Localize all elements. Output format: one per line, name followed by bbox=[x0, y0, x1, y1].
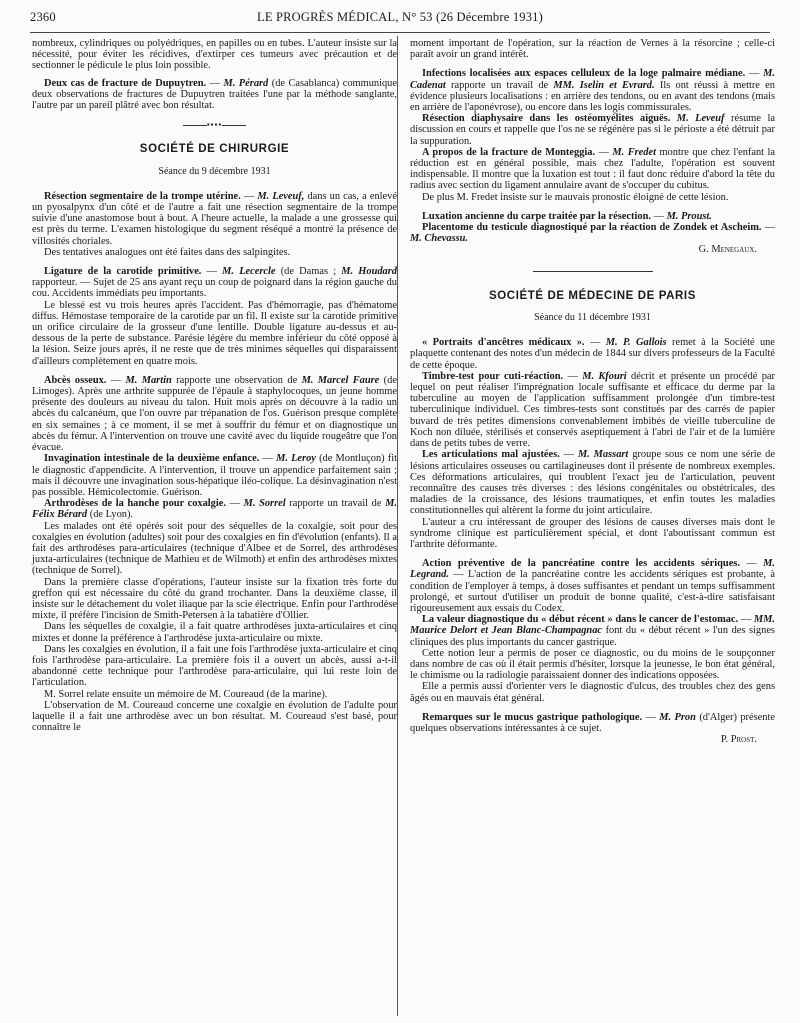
article-monteggia: A propos de la fracture de Monteggia. — M. Fredet montre que chez l'enfant la réduction est en général possible, mais chez l'adulte, l'opération est souvent indispensable. Il montre que la luxation est tout : il faut donc réduire d'abord la tête du radius avec section du ligament annulaire avant de s'occuper du cubitus. bbox=[410, 146, 776, 192]
article-title: A propos de la fracture de Monteggia. bbox=[422, 146, 596, 158]
author-name: M. Kfouri bbox=[582, 370, 627, 382]
section-title: SOCIÉTÉ DE CHIRURGIE bbox=[139, 143, 290, 156]
article-luxation: Luxation ancienne du carpe traitée par la résection. — M. Proust. bbox=[422, 210, 712, 222]
author-name: M. Houdard bbox=[341, 266, 397, 278]
section-title: SOCIÉTÉ DE MÉDECINE DE PARIS bbox=[488, 289, 696, 302]
article-body: montre que chez l'enfant la réduction est en général possible, mais chez l'adulte, l'opération est souvent indispensable. Il montre que la luxation est tout : il faut donc réduire d'abord la tête du radius avec section du ligament annulaire avant de s'occuper du cubitus. bbox=[410, 146, 776, 192]
article-body: groupe sous ce nom une série de lésions articulaires osseuses ou cartilagineuses dont il présente de nombreux exemples. Ces déformations articulaires, qui troublent l'exact jeu de l'articulation, peuvent reconnaître des causes très diverses : des lésions congénitales ou obstétricales, des maladies de la croissance, des lésions traumatiques, et enfin toutes les maladies constitutionnelles qui altèrent la forme du joint articulaire. bbox=[410, 449, 775, 517]
article-title: Placentome du testicule diagnostiqué par la réaction de Zondek et Ascheim. bbox=[422, 222, 762, 234]
running-head bbox=[30, 10, 770, 30]
continued-text: nombreux, cylindriques ou polyédriques, en papilles ou en tubes. L'auteur insiste sur la nécessité, pour éviter les récidives, d'extirper ces tumeurs avec précaution et de sectionner le pédicule le plus loin possible. bbox=[32, 38, 397, 72]
article-body: dans un cas, a enlevé un pyosalpynx d'un côté et de l'autre a fait une résection segmentaire de la trompe suivie d'une anastomose bout à bout. A l'heure actuelle, la malade a une grossesse qui est près du terme. L'examen histologique du segment réséqué a montré la présence de villosités choriales. bbox=[32, 190, 397, 247]
article-body: Le blessé est vu trois heures après l'accident. Pas d'hémorragie, pas d'hématome diffus. Hémostase temporaire de la carotide par un fil. Il existe sur la carotide primitive un orifice circulaire de la grosseur d'une lentille. Double ligature au-dessus et au-dessous de la perte de substance. Parésie légère du membre inférieur du côté opposé à la lésion. Seize jours après, il ne reste que de très minimes séquelles qui disparaissent d'ailleurs complètement en quatre mois. bbox=[32, 299, 397, 367]
article-body: Elle a permis aussi d'orienter vers le diagnostic d'ulcus, des troubles chez des gens âgés ou en mauvais état général. bbox=[410, 681, 775, 704]
article-infections: Infections localisées aux espaces celluleux de la loge palmaire médiane. — M. Cadenat rapporte un travail de MM. Iselin et Evrard. Ils ont réussi à mettre en évidence plusieurs localisations : en arrière des tendons, ou en avant des tendons (mais en arrière de l'aponévrose), ou encore dans les logis commissurales. bbox=[410, 68, 775, 114]
article-body: De plus M. Fredet insiste sur le mauvais pronostic éloigné de cette lésion. bbox=[422, 191, 729, 203]
author-name: M. Lecercle bbox=[222, 266, 276, 278]
author-name: M. Leveuf, bbox=[257, 190, 305, 202]
article-title: Deux cas de fracture de Dupuytren. bbox=[44, 77, 207, 89]
article-body: décrit et présente un procédé par lequel on peut réaliser l'imprégnation locale suffisante et efficace du derme par la tuberculine au moyen de l'application suffisamment prolongée d'un timbre-test tuberculinique individuel. Ces timbres-tests sont constitués par des carrés de papier buvard de très petites dimensions convenablement imbibés de vieille tuberculine de Koch non diluée, stérilisés et conservés aseptiquement à l'abri de l'air et de la lumière dans de petits tubes de verre. bbox=[410, 370, 775, 450]
author-name: M. Chevassu. bbox=[410, 233, 469, 245]
author-name: M. Legrand. bbox=[410, 558, 775, 581]
article-body: L'observation de M. Coureaud concerne une coxalgie en évolution de l'adulte pour laquelle il a fait une arthrodèse avec un bon résultat. M. Coureaud s'est basé, pour connaître le bbox=[32, 699, 397, 734]
article-title: Les articulations mal ajustées. bbox=[422, 449, 560, 461]
header-rule bbox=[30, 32, 770, 33]
article-body: (de Casablanca) communique deux observations de fractures de Dupuytren traitées l'une par la méthode sanglante, l'autre par un pareil plâtré avec bon résultat. bbox=[32, 77, 397, 112]
author-name: M. Fredet bbox=[612, 146, 656, 158]
signature: P. Prost. bbox=[720, 734, 757, 746]
article-title: La valeur diagnostique du « début récent » dans le cancer de l'estomac. bbox=[422, 614, 739, 626]
author-name: M. Massart bbox=[577, 449, 629, 461]
author-name: M. Pron bbox=[659, 711, 696, 723]
article-body: Les malades ont été opérés soit pour des séquelles de la coxalgie, soit pour des coxalgies en évolution (adultes) soit pour des coxalgies en fin d'évolution (enfants). Il a fait des arthrodèses para-articulaires (technique d'Albee et de Sorrel, des arthrodèses juxta-articulaires (technique de Mathieu et de Wilmoth) et enfin des arthrodèses mixtes (technique de Sorrel). bbox=[32, 520, 397, 577]
article-body: Ils ont réussi à mettre en évidence plusieurs localisations : en arrière des tendons, ou en avant des tendons (mais en arrière de l'aponévrose), ou encore dans les logis commissurales. bbox=[410, 79, 775, 114]
column-divider bbox=[397, 36, 398, 1016]
article-arthrodeses: Arthrodèses de la hanche pour coxalgie. — M. Sorrel rapporte un travail de M. Félix Bérard (de Lyon). bbox=[32, 498, 397, 521]
author-name: M. Sorrel bbox=[243, 498, 286, 510]
author-name: M. Pérard bbox=[223, 77, 269, 89]
article-title: Luxation ancienne du carpe traitée par la résection. bbox=[422, 210, 651, 222]
article-body: Dans les séquelles de coxalgie, il a fait quatre arthrodèses juxta-articulaires et cinq mixtes et donne la préférence à l'arthrodèse juxta-articulaire ou mixte. bbox=[32, 621, 397, 644]
article-title: Invagination intestinale de la deuxième enfance. bbox=[44, 453, 260, 465]
article-title: Action préventive de la pancréatine contre les accidents sériques. bbox=[422, 558, 740, 570]
article-pancreatine: Action préventive de la pancréatine contre les accidents sériques. — M. Legrand. — L'action de la pancréatine contre les accidents sériques est probante, à condition de l'employer à temps, à doses suffisantes et pendant un temps suffisamment prolongé, et surtout d'utiliser un produit de bonne qualité, c'est-à-dire satisfaisant rigoureusement aux essais du Codex. bbox=[410, 558, 775, 614]
article-timbre: Timbre-test pour cuti-réaction. — M. Kfouri décrit et présente un procédé par lequel on peut réaliser l'imprégnation locale suffisante et efficace du derme par la tuberculine au moyen de l'application suffisamment prolongée d'un timbre-test tuberculinique individuel. Ces timbres-tests sont constitués par des carrés de papier buvard de très petites dimensions convenablement imbibés de vieille tuberculine de Koch non diluée, stérilisés et conservés aseptiquement à l'abri de l'air et de la lumière dans de petits tubes de verre. bbox=[410, 370, 775, 450]
article-title: Infections localisées aux espaces celluleux de la loge palmaire médiane. bbox=[422, 68, 746, 80]
author-name: M. Félix Bérard bbox=[32, 498, 397, 521]
separator-ornament bbox=[410, 266, 775, 277]
article-dupuytren: Deux cas de fracture de Dupuytren. — M. Pérard (de Casablanca) communique deux observations de fractures de Dupuytren traitées l'une par la méthode sanglante, l'autre par un pareil plâtré avec bon résultat. bbox=[32, 77, 397, 112]
article-body: (de Montluçon) fit le diagnostic d'appendicite. A l'intervention, il trouve un appendice parfaitement sain ; mais il découvre une invagination sous-hépatique iléo-colique. La désinvagination n'est pas possible. Hémicolectomie. Guérison. bbox=[32, 453, 398, 498]
author-name: M. Marcel Faure bbox=[301, 374, 380, 386]
article-placentome: Placentome du testicule diagnostiqué par la réaction de Zondek et Ascheim. — M. Chevassu. bbox=[410, 222, 775, 245]
signature: G. Menegaux. bbox=[698, 244, 757, 256]
article-body: (de Limoges). Après une arthrite suppurée de l'épaule à staphylocoques, un jeune homme présente des douleurs au niveau du talon. Huit mois après on découvre à la radio un abcès du calcanéum, que l'on ouvre par trépanation de l'os. Guérison presque complète en six semaines ; à ce moment, il se met à souffrir du fémur et on diagnostique un abcès du fémur. A l'intervention on trouve une cavité avec du liquide rougeâtre que l'on évacue. bbox=[32, 374, 397, 454]
article-body: rapporteur. — Sujet de 25 ans ayant reçu un coup de poignard dans la région gauche du cou. Accidents immédiats peu importants. bbox=[32, 277, 397, 300]
author-name: MM. Maurice Delort et Jean Blanc-Champagnac bbox=[410, 614, 775, 637]
author-name: M. Sorrel bbox=[44, 688, 84, 700]
article-body: Cette notion leur a permis de poser ce diagnostic, ou du moins de le soupçonner dans nombre de cas où il était permis d'hésiter, lorsque la jeunesse, le bon état général, le chimisme ou la radiologie paraissaient donner des indications opposées. bbox=[410, 647, 775, 682]
article-body: Dans les coxalgies en évolution, il a fait une fois l'arthrodèse juxta-articulaire et cinq fois l'arthrodèse para-articulaire. La première fois il a ouvert un abcès, aussi a-t-il abandonné cette technique pour l'arthrodèse para-articulaire, qui lui reste loin de l'articulation. bbox=[32, 643, 397, 689]
article-abces: Abcès osseux. — M. Martin rapporte une observation de M. Marcel Faure (de Limoges). Après une arthrite suppurée de l'épaule à staphylocoques, un jeune homme présente des douleurs au niveau du talon. Huit mois après on découvre à la radio un abcès du calcanéum, que l'on ouvre par trépanation de l'os. Guérison presque complète en six semaines ; à ce moment, il se met à souffrir du fémur et on diagnostique un abcès du fémur. A l'intervention on trouve une cavité avec du liquide rougeâtre que l'on évacue. bbox=[32, 374, 397, 454]
author-name: M. P. Gallois bbox=[605, 337, 667, 349]
article-body: (d'Alger) présente quelques observations intéressantes à ce sujet. bbox=[410, 711, 775, 734]
article-body: Des tentatives analogues ont été faites dans des salpingites. bbox=[44, 246, 291, 258]
article-title: Résection diaphysaire dans les ostéomyélites aiguës. bbox=[422, 113, 671, 125]
article-body: remet à la Société une plaquette contenant des notes d'un médecin de 1844 sur divers professeurs de la Faculté de cette époque. bbox=[410, 337, 775, 371]
article-body: L'auteur a cru intéressant de grouper des lésions de causes diverses mais dont le syndrome clinique est particulièrement spécial, et dont l'aboutissant commun est l'arthrite déformante. bbox=[410, 516, 775, 550]
article-diaphysaire bbox=[410, 113, 775, 147]
page-number: 2360 bbox=[30, 10, 56, 24]
article-title: « Portraits d'ancêtres médicaux ». bbox=[422, 337, 585, 349]
author-name: MM. Iselin et Evrard. bbox=[553, 79, 655, 91]
right-column bbox=[410, 38, 775, 745]
author-name: M. Martin bbox=[125, 374, 172, 386]
author-name: M. Coureaud bbox=[209, 688, 264, 700]
section-date: Séance du 11 décembre 1931 bbox=[534, 312, 651, 324]
article-invagination: Invagination intestinale de la deuxième enfance. — M. Leroy (de Montluçon) fit le diagnostic d'appendicite. A l'intervention, il trouve un appendice parfaitement sain ; mais il découvre une invagination sous-hépatique iléo-colique. La désinvagination n'est pas possible. Hémicolectomie. Guérison. bbox=[32, 453, 398, 498]
article-title: Remarques sur le mucus gastrique pathologique. bbox=[422, 711, 643, 723]
article-resection: Résection segmentaire de la trompe utérine. — M. Leveuf, dans un cas, a enlevé un pyosalpynx d'un côté et de l'autre a fait une résection segmentaire de la trompe suivie d'une anastomose bout à bout. A l'heure actuelle, la malade a une grossesse qui est près du terme. L'examen histologique du segment réséqué a montré la présence de villosités choriales. bbox=[32, 190, 397, 247]
article-title: Ligature de la carotide primitive. bbox=[44, 266, 202, 278]
separator-ornament: ▪▪▪▪ bbox=[32, 119, 397, 130]
journal-title: LE PROGRÈS MÉDICAL, N° 53 (26 Décembre 1931) bbox=[257, 10, 543, 24]
article-portraits: « Portraits d'ancêtres médicaux ». — M. P. Gallois remet à la Société une plaquette contenant des notes d'un médecin de 1844 sur divers professeurs de la Faculté de cette époque. bbox=[410, 337, 775, 371]
article-body: — L'action de la pancréatine contre les accidents sériques est probante, à condition de l'employer à temps, à doses suffisantes et pendant un temps suffisamment prolongé, et surtout d'utiliser un produit de bonne qualité, c'est-à-dire satisfaisant rigoureusement aux essais du Codex. bbox=[410, 569, 775, 614]
article-ligature: Ligature de la carotide primitive. — M. Lecercle (de Damas ; M. Houdard rapporteur. — Sujet de 25 ans ayant reçu un coup de poignard dans la région gauche du cou. Accidents immédiats peu importants. bbox=[32, 266, 397, 300]
author-name: M. Leveuf bbox=[676, 113, 725, 125]
author-name: M. Leroy bbox=[276, 453, 316, 465]
article-body: font du « début récent » l'un des signes cliniques des plus importants du cancer gastrique. bbox=[410, 625, 775, 648]
author-name: M. Cadenat bbox=[410, 68, 775, 91]
author-name: M. Proust. bbox=[666, 210, 712, 222]
article-title: Résection segmentaire de la trompe utérine. bbox=[44, 190, 241, 202]
article-title: Arthrodèses de la hanche pour coxalgie. bbox=[44, 498, 226, 510]
article-mucus: Remarques sur le mucus gastrique pathologique. — M. Pron (d'Alger) présente quelques observations intéressantes à ce sujet. bbox=[410, 711, 775, 734]
article-title: Timbre-test pour cuti-réaction. bbox=[422, 370, 564, 382]
article-debut-recent: La valeur diagnostique du « début récent » dans le cancer de l'estomac. — MM. Maurice Delort et Jean Blanc-Champagnac font du « début récent » l'un des signes cliniques des plus importants du cancer gastrique. bbox=[410, 614, 775, 648]
article-articulations: Les articulations mal ajustées. — M. Massart groupe sous ce nom une série de lésions articulaires osseuses ou cartilagineuses dont il présente de nombreux exemples. Ces déformations articulaires, qui troublent l'exact jeu de l'articulation, peuvent reconnaître des causes très diverses : des lésions congénitales ou obstétricales, des maladies de la croissance, des lésions traumatiques, et enfin toutes les maladies constitutionnelles qui altèrent la forme du joint articulaire. bbox=[410, 449, 775, 517]
article-title: Abcès osseux. bbox=[44, 374, 107, 386]
article-body: Dans la première classe d'opérations, l'auteur insiste sur la fixation très forte du greffon qui est nécessaire du côté du grand trochanter. Dans la deuxième classe, il insiste sur le détachement du volet iliaque par la scie électrique. Enfin pour l'arthrodèse mixte, il préfère l'incision de Smith-Petersen à la tabatière d'Ollier. bbox=[32, 576, 397, 622]
left-column bbox=[32, 38, 397, 733]
article-body: M. Sorrel relate ensuite un mémoire de M. Coureaud (de la marine). bbox=[44, 688, 328, 700]
article-body: résume la discussion en cours et rappelle que l'os ne se régénère pas si le périoste a été détruit par la suppuration. bbox=[410, 113, 775, 147]
section-date: Séance du 9 décembre 1931 bbox=[158, 165, 271, 177]
continued-text: moment important de l'opération, sur la réaction de Vernes à la résorcine ; celle-ci paraît avoir un grand intérêt. bbox=[410, 38, 775, 61]
